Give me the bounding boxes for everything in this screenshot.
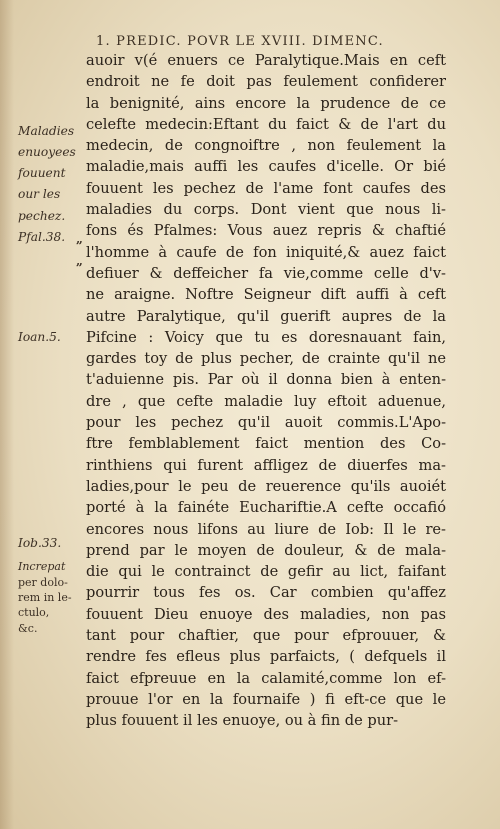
text-line: faict efpreuue en la calamité,comme lon ef-: [86, 669, 446, 687]
text-line: fons és Pfalmes: Vous auez repris & chaftié: [86, 222, 446, 240]
quote-mark: „: [76, 254, 83, 268]
text-line: ladies,pour le peu de reuerence qu'ils auoiét: [86, 477, 446, 495]
text-line: rendre fes efleus plus parfaicts, ( defquels il: [86, 648, 446, 666]
text-line: plus fouuent il les enuoye, ou à fin de pur-: [86, 712, 399, 730]
text-line: prend par le moyen de douleur, & de mala-: [86, 541, 446, 559]
text-line: encores nous lifons au liure de Iob: Il le re-: [86, 520, 446, 538]
margin-note-etc: &c.: [18, 622, 38, 635]
running-head: 1. PREDIC. POVR LE XVIII. DIMENC.: [96, 34, 384, 49]
text-line: la benignité, ains encore la prudence de ce: [86, 94, 446, 112]
text-line: medecin, de congnoiftre , non feulement la: [86, 137, 446, 155]
text-line: auoir v(é enuers ce Paralytique.Mais en ceft: [86, 52, 446, 69]
margin-note-pechez: pechez.: [18, 209, 66, 223]
margin-note-fouuent: fouuent: [18, 166, 66, 180]
text-line: maladie,mais auffi les caufes d'icelle. Or bié: [86, 158, 446, 176]
text-line: ne araigne. Noftre Seigneur dift auffi à ceft: [86, 286, 446, 304]
text-line: Pifcine : Voicy que tu es doresnauant fain,: [86, 328, 446, 346]
text-line: l'homme à caufe de fon iniquité,& auez faict: [86, 243, 446, 261]
text-line: porté à la fainéte Euchariftie.A cefte occafió: [86, 499, 446, 517]
quote-mark: „: [76, 232, 83, 246]
text-line: die qui le contrainct de gefir au lict, faifant: [86, 563, 446, 581]
text-line: fouuent Dieu enuoye des maladies, non pas: [86, 605, 446, 623]
text-line: celefte medecin:Eftant du faict & de l'art du: [86, 115, 446, 133]
text-line: prouue l'or en la fournaife ) fi eft-ce que le: [86, 690, 446, 708]
text-line: t'aduienne pis. Par où il donna bien à enten-: [86, 371, 446, 389]
margin-note-iob: Iob.33.: [18, 536, 62, 550]
margin-note-enuoyees: enuoyees: [18, 145, 76, 159]
margin-note-pour-les: our les: [18, 187, 61, 201]
margin-note-increpat: Increpat: [18, 560, 66, 573]
text-line: pourrir tous fes os. Car combien qu'affez: [86, 584, 446, 602]
text-line: fouuent les pechez de l'ame font caufes des: [86, 179, 446, 197]
text-line: defiuer & deffeicher fa vie,comme celle d'v-: [86, 264, 446, 282]
text-line: maladies du corps. Dont vient que nous li-: [86, 201, 446, 219]
text-line: rinthiens qui furent affligez de diuerfes ma-: [86, 456, 446, 474]
text-line: autre Paralytique, qu'il guerift aupres de la: [86, 307, 446, 325]
margin-note-maladies: Maladies: [18, 124, 75, 138]
text-line: pour les pechez qu'il auoit commis.L'Apo-: [86, 414, 446, 432]
margin-note-ioan: Ioan.5.: [18, 330, 61, 344]
margin-note-rem-in-le: rem in le-: [18, 591, 72, 604]
text-line: endroit ne fe doit pas feulement confiderer: [86, 73, 446, 91]
body-text: [86, 50, 446, 732]
text-line: dre , que cefte maladie luy eftoit aduenue,: [86, 392, 446, 410]
text-line: ftre femblablement faict mention des Co-: [86, 435, 446, 453]
margin-note-per-dolo: per dolo-: [18, 576, 68, 589]
text-line: tant pour chaftier, que pour efprouuer, &: [86, 627, 446, 645]
text-line: gardes toy de plus pecher, de crainte qu'il ne: [86, 350, 446, 368]
margin-note-ctulo: ctulo,: [18, 606, 50, 619]
page-edge-shadow: [0, 0, 14, 829]
margin-note-psal: Pfal.38.: [18, 230, 66, 244]
